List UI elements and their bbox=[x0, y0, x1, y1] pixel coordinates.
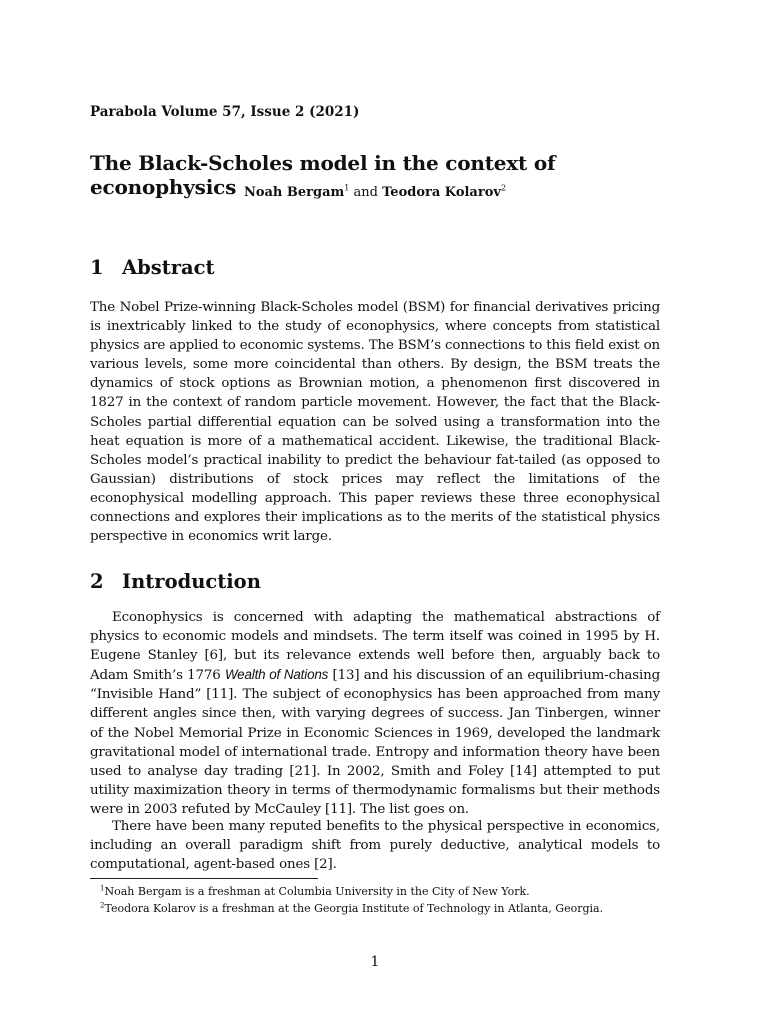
intro-text-part-1: Econophysics is concerned with adapting the mathematical abstractions of physics to economic models and mindsets. The term itself was coined in 1995 by H. Eugene Stanley [6], but its relevance extends well before then, arguably back to Adam Smith’s 1776 bbox=[90, 610, 660, 684]
intro-text-part-2: [13] and his discussion of an equilibrium-chasing “Invisible Hand” [11]. The subject of econophysics has been approached from many different angles since then, with varying degrees of success. Jan Tinbergen, winner of the Nobel Memorial Prize in Economic Sciences in 1969, developed the landmark gravitational model of international trade. Entropy and information theory have been used to analyse day trading [21]. In 2002, Smith and Foley [14] attempted to put utility maximization theory in terms of thermodynamic formalisms but their methods were in 2003 refuted by McCauley [11]. The list goes on. bbox=[90, 668, 660, 817]
author-footnote-mark-2: 2 bbox=[500, 183, 507, 193]
introduction-paragraph-1 bbox=[90, 608, 660, 819]
section-heading-introduction bbox=[90, 570, 261, 593]
footnote-text: Noah Bergam is a freshman at Columbia University in the City of New York. bbox=[104, 885, 530, 898]
footnote-2 bbox=[100, 900, 660, 917]
footnote-mark: 1 bbox=[100, 884, 105, 893]
paper-page bbox=[90, 0, 660, 1024]
footnote-mark: 2 bbox=[100, 901, 105, 910]
introduction-paragraph-2: There have been many reputed benefits to the physical perspective in economics, including an overall paradigm shift from purely deductive, analytical models to computational, agent-based ones [2]. bbox=[90, 819, 660, 873]
section-title: Abstract bbox=[122, 256, 215, 279]
section-title: Introduction bbox=[122, 570, 261, 593]
section-number: 1 bbox=[90, 256, 104, 279]
page-number: 1 bbox=[370, 954, 380, 970]
author-line bbox=[90, 185, 660, 200]
footnotes bbox=[100, 883, 660, 917]
footnote-1 bbox=[100, 883, 660, 900]
author-name-1: Noah Bergam bbox=[243, 185, 345, 200]
author-footnote-mark-1: 1 bbox=[344, 183, 350, 193]
author-name-2: Teodora Kolarov bbox=[382, 185, 501, 200]
footnote-text: Teodora Kolarov is a freshman at the Georgia Institute of Technology in Atlanta, Georgia. bbox=[104, 902, 604, 915]
paper-title: The Black-Scholes model in the context of econophysics bbox=[90, 151, 556, 199]
journal-line: Parabola Volume 57, Issue 2 (2021) bbox=[90, 104, 360, 120]
section-heading-abstract bbox=[90, 256, 215, 279]
footnote-rule bbox=[90, 878, 318, 879]
section-number: 2 bbox=[90, 570, 104, 593]
abstract-paragraph: The Nobel Prize-winning Black-Scholes model (BSM) for financial derivatives pricing is inextricably linked to the study of econophysics, where concepts from statistical physics are applied to economic systems. The BSM’s connections to this field exist on various levels, some more coincidental than others. By design, the BSM treats the dynamics of stock options as Brownian motion, a phenomenon first discovered in 1827 in the context of random particle movement. However, the fact that the Black-Scholes partial differential equation can be solved using a transformation into the heat equation is more of a mathematical accident. Likewise, the traditional Black-Scholes model’s practical inability to predict the behaviour fat-tailed (as opposed to Gaussian) distributions of stock prices may reflect the limitations of the econophysical modelling approach. This paper reviews these three econophysical connections and explores their implications as to the merits of the statistical physics perspective in economics writ large. bbox=[90, 300, 661, 545]
author-conjunction: and bbox=[353, 185, 378, 200]
intro-italic-title: Wealth of Nations bbox=[224, 667, 329, 683]
